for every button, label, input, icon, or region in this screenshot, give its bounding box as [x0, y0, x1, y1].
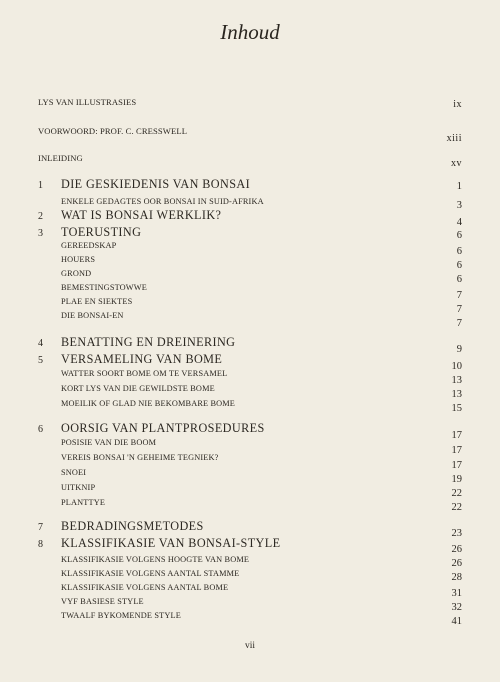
toc-section-item: MOEILIK OF GLAD NIE BEKOMBARE BOME — [61, 399, 236, 408]
chapter-title: DIE GESKIEDENIS VAN BONSAI — [61, 177, 251, 191]
toc-page-number: xv — [451, 158, 462, 169]
toc-section-item: TWAALF BYKOMENDE STYLE — [61, 611, 181, 620]
chapter-number: 3 — [38, 228, 43, 239]
toc-section-item: DIE BONSAI-EN — [61, 311, 124, 320]
toc-chapter-8 — [38, 536, 280, 551]
toc-front-item: VOORWOORD: PROF. C. CRESSWELL — [38, 126, 188, 136]
toc-section-item: KLASSIFIKASIE VOLGENS AANTAL STAMME — [61, 569, 240, 578]
toc-section-item: WATTER SOORT BOME OM TE VERSAMEL — [61, 369, 228, 378]
toc-section-item: GROND — [61, 269, 92, 278]
toc-page-number: 13 — [451, 389, 462, 400]
chapter-title: KLASSIFIKASIE VAN BONSAI-STYLE — [61, 536, 281, 550]
toc-page-number: 17 — [451, 445, 462, 456]
chapter-title: TOERUSTING — [61, 225, 142, 239]
chapter-number: 6 — [38, 424, 43, 435]
toc-page-number: 10 — [451, 361, 462, 372]
chapter-number: 7 — [38, 522, 43, 533]
toc-section-item: ENKELE GEDAGTES OOR BONSAI IN SUID-AFRIKA — [61, 197, 264, 206]
toc-chapter-2 — [38, 208, 221, 223]
toc-chapter-6 — [38, 421, 265, 436]
chapter-number: 1 — [38, 180, 43, 191]
toc-page-number: 1 — [456, 181, 462, 192]
toc-chapter-1 — [38, 177, 250, 192]
toc-chapter-4 — [38, 335, 235, 350]
toc-page-number: 15 — [451, 403, 462, 414]
toc-page-number: 17 — [451, 460, 462, 471]
toc-section-item: UITKNIP — [61, 483, 96, 492]
toc-front-item: LYS VAN ILLUSTRASIES — [38, 97, 137, 107]
toc-page-number: 6 — [456, 246, 462, 257]
toc-chapter-5 — [38, 352, 222, 367]
toc-section-item: KLASSIFIKASIE VOLGENS HOOGTE VAN BOME — [61, 555, 250, 564]
toc-page-number: 4 — [456, 217, 462, 228]
chapter-title: WAT IS BONSAI WERKLIK? — [61, 208, 222, 222]
toc-page-number: 6 — [456, 260, 462, 271]
toc-page-number: 9 — [456, 344, 462, 355]
toc-section-item: SNOEI — [61, 468, 87, 477]
chapter-number: 8 — [38, 539, 43, 550]
toc-page-number: 26 — [451, 544, 462, 555]
toc-page-number: 19 — [451, 474, 462, 485]
chapter-number: 5 — [38, 355, 43, 366]
chapter-number: 2 — [38, 211, 43, 222]
toc-page-number: 6 — [456, 274, 462, 285]
chapter-title: OORSIG VAN PLANTPROSEDURES — [61, 421, 265, 435]
toc-section-item: VYF BASIESE STYLE — [61, 597, 144, 606]
toc-page-number: 6 — [456, 230, 462, 241]
toc-section-item: PLANTTYE — [61, 498, 106, 507]
chapter-title: VERSAMELING VAN BOME — [61, 352, 223, 366]
toc-page-number: 7 — [456, 290, 462, 301]
toc-section-item: PLAE EN SIEKTES — [61, 297, 133, 306]
chapter-title: BENATTING EN DREINERING — [61, 335, 236, 349]
toc-section-item: HOUERS — [61, 255, 96, 264]
toc-section-item: POSISIE VAN DIE BOOM — [61, 438, 157, 447]
toc-section-item: KLASSIFIKASIE VOLGENS AANTAL BOME — [61, 583, 229, 592]
toc-page-number: 32 — [451, 602, 462, 613]
toc-page-number: xiii — [446, 133, 462, 144]
toc-page-number: 7 — [456, 304, 462, 315]
chapter-title: BEDRADINGSMETODES — [61, 519, 204, 533]
toc-page-number: 31 — [451, 588, 462, 599]
toc-page-number: 17 — [451, 430, 462, 441]
toc-page-number: 41 — [451, 616, 462, 627]
page-title: Inhoud — [220, 20, 280, 44]
toc-page-number: ix — [453, 99, 462, 110]
toc-page-number: 13 — [451, 375, 462, 386]
chapter-number: 4 — [38, 338, 43, 349]
toc-page-number: 22 — [451, 502, 462, 513]
toc-chapter-3 — [38, 225, 141, 240]
toc-page-number: 22 — [451, 488, 462, 499]
toc-page-number: 26 — [451, 558, 462, 569]
toc-page-number: 7 — [456, 318, 462, 329]
toc-front-item: INLEIDING — [38, 153, 83, 163]
toc-page-number: 3 — [456, 200, 462, 211]
toc-section-item: VEREIS BONSAI 'N GEHEIME TEGNIEK? — [61, 453, 219, 462]
folio-page-number: vii — [244, 641, 256, 651]
toc-section-item: KORT LYS VAN DIE GEWILDSTE BOME — [61, 384, 215, 393]
toc-chapter-7 — [38, 519, 204, 534]
toc-page-number: 28 — [451, 572, 462, 583]
toc-section-item: BEMESTINGSTOWWE — [61, 283, 147, 292]
toc-page-number: 23 — [451, 528, 462, 539]
toc-section-item: GEREEDSKAP — [61, 241, 117, 250]
